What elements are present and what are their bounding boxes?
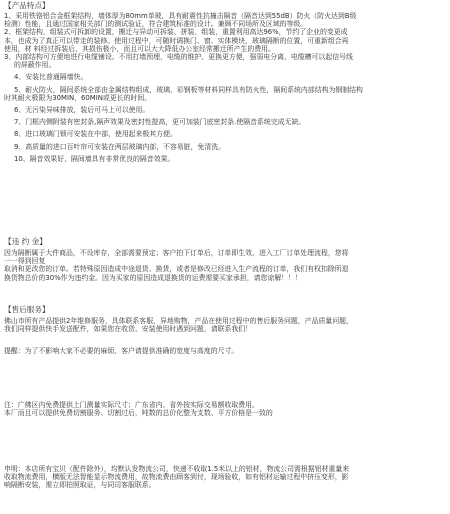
reminder-text: 提醒：为了不影响大家不必要的麻烦、客户请提供准确的宽度与高度的尺寸。 xyxy=(4,347,239,355)
statement-line-2: 收取物流费用，横版无法智能显示物流费用，故物流费由顾客到付，现场验收，如有铝材运输过程中挤压变形，影 xyxy=(4,473,349,482)
feature-2-line-2: 本，也成为了真正可以带走的装修。使用过程中，可随时调换门、窗、实体模块，玻璃隔断的位置，可重新组合再 xyxy=(4,36,349,45)
after-sales-text xyxy=(4,317,446,333)
feature-2-line-1: 2、框架结构，组装式可拆卸的设置，搬迁与异动可拆装、拼装、组装，重置利用高达96%，节约了企业的变更成 xyxy=(4,28,348,37)
after-sales-heading: 【售后服务】 xyxy=(4,305,50,314)
feature-6: 6、无污染异味排放，装后可马上可以使用。 xyxy=(14,106,150,115)
feature-1-line-2: 检测）性能，且通过国家相关部门的测试验证，符合建筑标准的设计。兼顾不同场所及区域的等级。 xyxy=(4,20,308,29)
penalty-text xyxy=(4,249,446,282)
feature-1-line-1: 1、采用铁铬铝合金框架结构，墙体厚为80mm单玻，具有耐震性抗撞击隔音（隔音达到55dB）防火（防火达到B级 xyxy=(4,12,357,20)
feature-2-line-3: 使用，材 料经过拆装后，其损伤极小，而且可以大大降低办公室经常搬迁所产生的费用。 xyxy=(4,44,275,53)
shipping-statement-section xyxy=(4,465,446,490)
measurement-note-section xyxy=(4,401,446,417)
feature-9: 9、高质量的进口百叶帘可安装在两层玻璃内部，不容易脏，免清洗。 xyxy=(14,142,226,151)
feature-5-line-2: 时其耐火极限为30MIN，60MIN或更长的时间。 xyxy=(4,93,152,102)
note-line-2: 本厂而且可以提供免费切割服务、切割过后，吨数的总价化整为支数、平方价格是一致的 xyxy=(4,409,273,418)
note-line-1: 注：广佛区内免费提供上门测量实际尺寸；广东省内、省外按实际交易额收取费用。 xyxy=(4,401,259,409)
feature-7: 7、门框内侧附装有密封条,隔声效果及密封性提高，更可加装门底密封条.使隔音系统完成无缺。 xyxy=(14,118,306,127)
feature-3-line-2: 的屏蔽作用。 xyxy=(14,61,56,70)
after-sales-line-1: 佛山市所有产品提供2年维修服务，具体联系客服，异地购物，产品在使用过程中的售后服务问题，产品质量问题， xyxy=(4,317,353,325)
penalty-section xyxy=(4,237,446,282)
feature-8: 8、进口玻璃门锁可安装在中部，使用起来极其方便。 xyxy=(14,130,177,139)
penalty-line-3: 取消和更改您的订单。若特殊原因造成中途退货、换货，或者是修改已经进入生产流程的订单，我们有权扣除所退 xyxy=(4,265,349,274)
penalty-heading: 【违 约 金】 xyxy=(4,237,47,246)
feature-10: 10、隔音效果好，隔间墙具有非常优良的隔音效果。 xyxy=(14,154,175,163)
penalty-line-4: 换货物总价的30%作为违约金。因为买家的原因造成退换货的运费需要买家承担，请您谅解！！！ xyxy=(4,273,302,282)
product-features-section xyxy=(4,1,446,163)
reminder-section xyxy=(4,347,446,355)
statement-line-1: 申明：本店所有宝贝（配件除外），均默认发物流公司，快递不收取1.5米以上的铝材，物流公司需根据铝材重量来 xyxy=(4,465,350,473)
statement-line-3: 响隔断安装，需立即拍照取证，与同司客服联系。 xyxy=(4,481,156,490)
feature-3-line-1: 3、内部结构可方便地进行电缆铺设。不用打墙预埋，电缆的维护、更换更方便，强弱电分离，电缆槽可以起信号线 xyxy=(4,53,353,62)
penalty-line-2: 一一得到回复 xyxy=(4,257,46,266)
features-list xyxy=(4,12,446,163)
after-sales-section xyxy=(4,305,446,333)
feature-4: 4、安装比普通隔墙快。 xyxy=(14,73,88,82)
penalty-line-1: 因为隔断属于大件商品，不设库存，全部需要预定；客户拍下订单后，订单即生效，进入工厂订单处理流程，您将 xyxy=(4,249,349,257)
features-heading: 【产品特点】 xyxy=(4,1,50,10)
feature-5-line-1: 5、耐火防火，隔间系统全部由金属结构组成，玻璃、彩钢板等材料同样具有防火性，隔间系统内部结构为钢制结构 xyxy=(14,85,363,94)
after-sales-line-2: 我们同样提供快手发送配件，如果您在收货、安装使用时遇到问题，请联系我们！ xyxy=(4,325,253,334)
